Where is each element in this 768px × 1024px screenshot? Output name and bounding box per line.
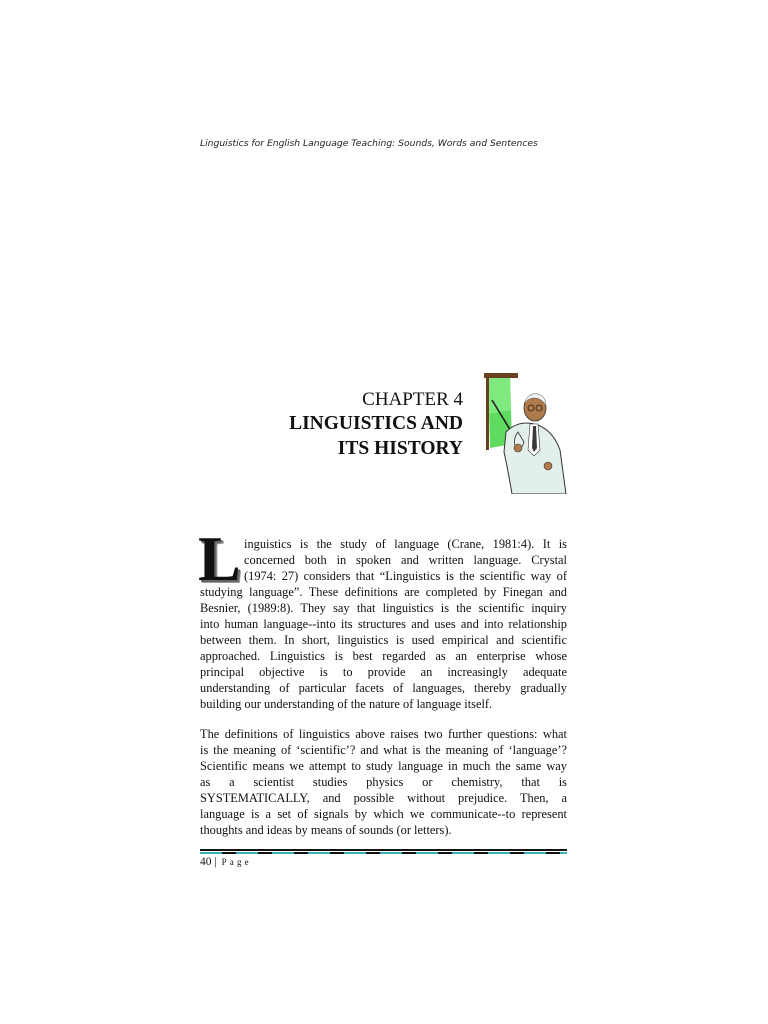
paragraph-line: building our understanding of the nature of language itself.	[200, 697, 493, 711]
chapter-title: LINGUISTICS AND ITS HISTORY	[289, 413, 463, 459]
paragraph-line: is the meaning of ‘scientific’? and what is the meaning of ‘language’?	[200, 743, 567, 757]
paragraph-line: inguistics is the study of language (Crane, 1981:4). It is	[244, 537, 567, 551]
teacher-pointing-icon	[478, 370, 570, 494]
paragraph-line: thoughts and ideas by means of sounds (or letters).	[200, 823, 452, 837]
paragraph-line: studying language”. These definitions are completed by Finegan and	[200, 585, 567, 599]
paragraph-line: principal objective is to provide an increasingly adequate	[200, 665, 567, 679]
paragraph-line: as a scientist studies physics or chemistry, that is	[200, 775, 567, 789]
paragraph-line: Scientific means we attempt to study language in much the same way	[200, 759, 567, 773]
paragraph-line: SYSTEMATICALLY, and possible without prejudice. Then, a	[200, 791, 567, 805]
drop-cap: L	[198, 523, 241, 594]
paragraph-line: understanding of particular facets of languages, thereby gradually	[200, 681, 567, 695]
paragraph-line: Besnier, (1989:8). They say that linguistics is the scientific inquiry	[200, 601, 567, 615]
page-footer	[200, 856, 252, 868]
paragraph-line: (1974: 27) considers that “Linguistics is the scientific way of	[244, 569, 567, 583]
chapter-heading	[230, 389, 463, 461]
page-separator: |	[214, 856, 217, 868]
footer-rule	[200, 849, 567, 855]
page-label: Page	[221, 857, 252, 867]
page-number: 40	[200, 856, 212, 868]
paragraph-line: into human language--into its structures and uses and into relationship	[200, 617, 567, 631]
paragraph-line: approached. Linguistics is best regarded as an enterprise whose	[200, 649, 567, 663]
paragraph-line: between them. In short, linguistics is used empirical and scientific	[200, 633, 567, 647]
chapter-number: CHAPTER 4	[362, 389, 463, 410]
paragraph-line: The definitions of linguistics above raises two further questions: what	[200, 727, 567, 741]
running-header: Linguistics for English Language Teaching: Sounds, Words and Sentences	[200, 138, 538, 149]
paragraph-line: concerned both in spoken and written language. Crystal	[244, 553, 567, 567]
paragraph-line: language is a set of signals by which we communicate--to represent	[200, 807, 567, 821]
